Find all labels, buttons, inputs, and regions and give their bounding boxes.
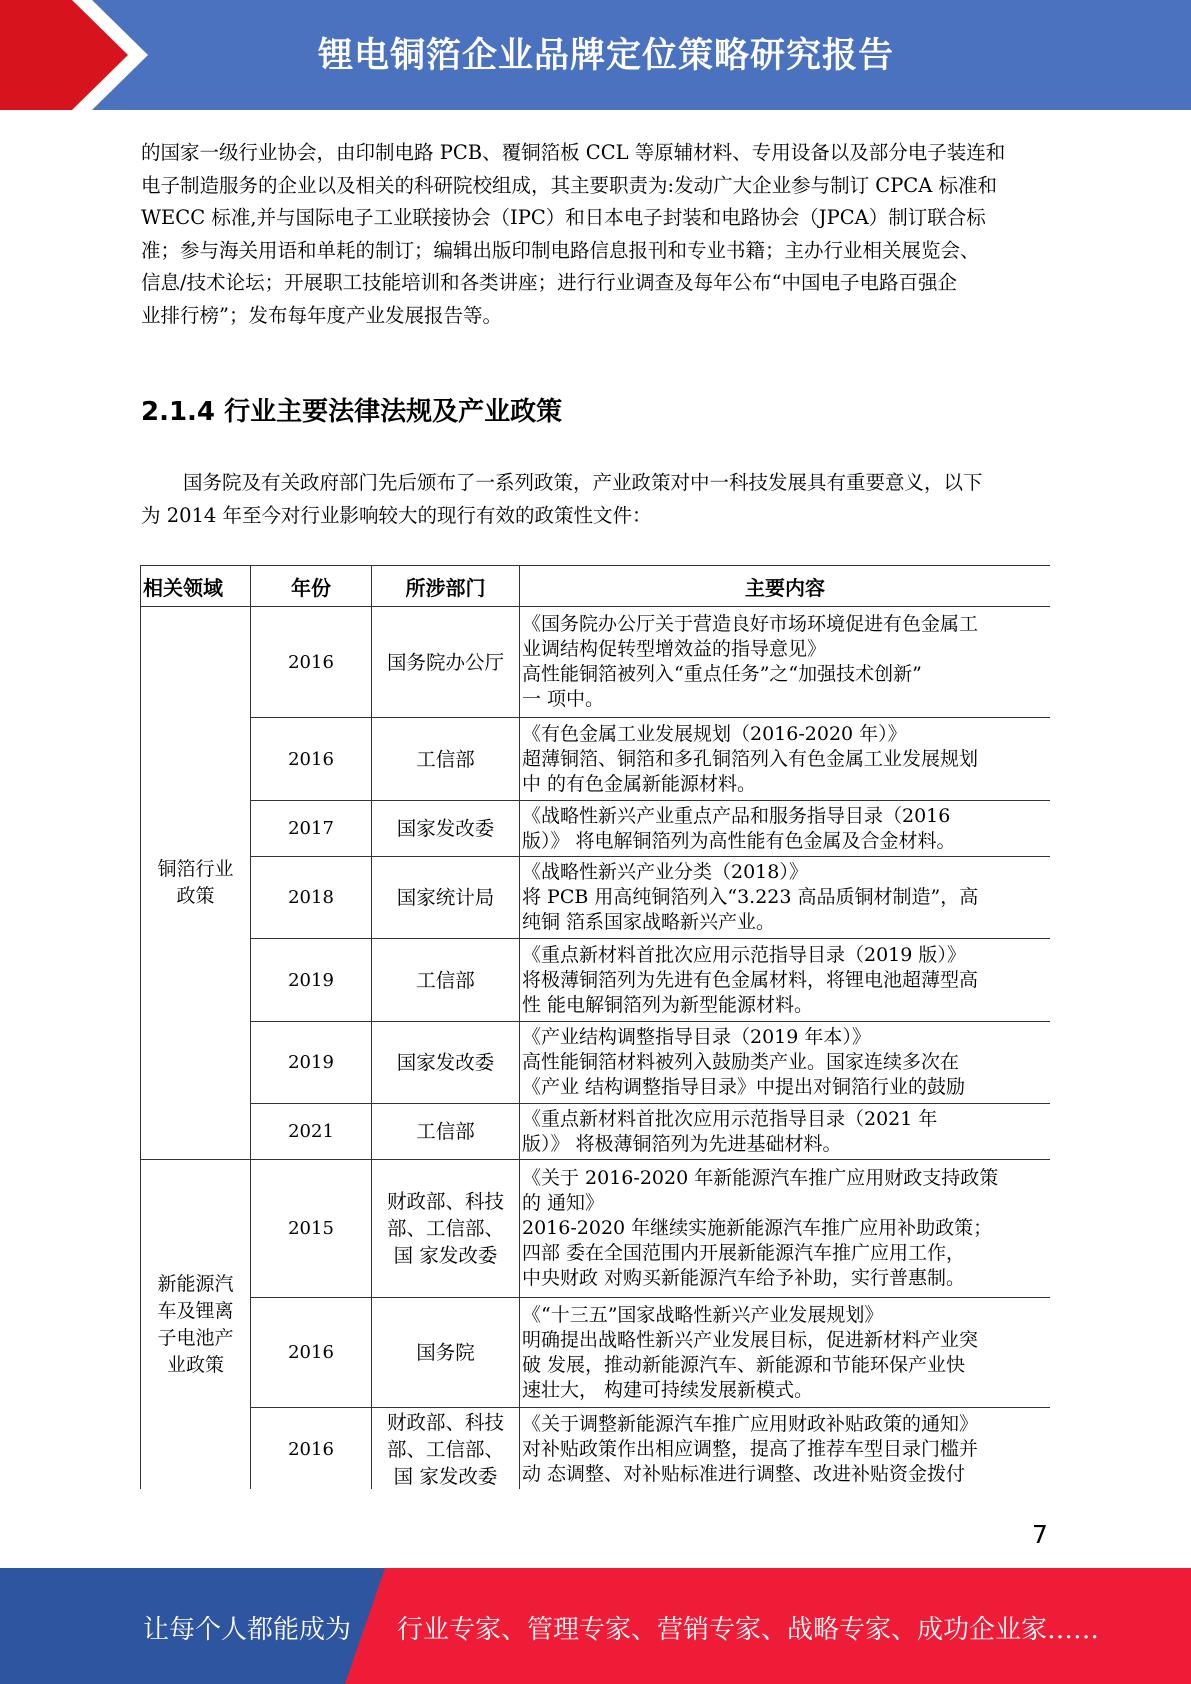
department-cell: [372, 718, 520, 801]
content-line: 版）》 将极薄铜箔列为先进基础材料。: [522, 1132, 842, 1155]
content-line: 高性能铜箔被列入“重点任务”之“加强技术创新”: [522, 663, 922, 685]
department-cell: [372, 1160, 520, 1298]
paragraph-line: 准；参与海关用语和单耗的制订；编辑出版印制电路信息报刊和专业书籍；主办行业相关展览会、: [141, 238, 980, 262]
department-line: 财政部、科技: [386, 1190, 504, 1213]
table-row: [141, 607, 1051, 718]
paragraph-line: 业排行榜”；发布每年度产业发展报告等。: [141, 303, 502, 327]
content-cell: [520, 1408, 1051, 1490]
content-line: 将极薄铜箔列为先进有色金属材料，将锂电池超薄型高: [522, 968, 979, 991]
content-line: 明确提出战略性新兴产业发展目标，促进新材料产业突: [522, 1328, 979, 1351]
content-line: 《产业结构调整指导目录（2019 年本）》: [522, 1026, 871, 1048]
content-line: 版）》 将电解铜箔列为高性能有色金属及合金材料。: [522, 829, 956, 852]
content-line: 一 项中。: [522, 688, 605, 710]
content-cell: [520, 801, 1051, 857]
section-paragraph: [141, 467, 1051, 532]
department-cell: [372, 1104, 520, 1160]
column-header: 年份: [251, 566, 372, 607]
page-footer: [0, 1568, 1191, 1684]
year-cell: 2015: [251, 1160, 372, 1298]
department-line: 国家发改委: [396, 1051, 495, 1074]
paragraph-line: 国务院及有关政府部门先后颁布了一系列政策，产业政策对中一科技发展具有重要意义，以下: [183, 471, 983, 494]
year-cell: 2019: [251, 939, 372, 1022]
year-cell: 2017: [251, 801, 372, 857]
paragraph-line: 为 2014 年至今对行业影响较大的现行有效的政策性文件：: [141, 503, 652, 527]
footer-slogan-left: 让每个人都能成为: [143, 1615, 352, 1645]
page-header: [0, 0, 1191, 110]
content-line: 业调结构促转型增效益的指导意见》: [522, 638, 827, 660]
column-header: 主要内容: [520, 566, 1051, 607]
department-cell: [372, 1022, 520, 1104]
table-row: [141, 1160, 1051, 1298]
year-cell: 2016: [251, 718, 372, 801]
table-row: [141, 718, 1051, 801]
content-line: 《战略性新兴产业分类（2018）》: [522, 861, 808, 883]
year-cell: 2016: [251, 607, 372, 718]
content-line: 动 态调整、对补贴标准进行调整、改进补贴资金拨付: [522, 1462, 966, 1485]
department-cell: [372, 801, 520, 857]
paragraph-line: WECC 标准,并与国际电子工业联接协会（IPC）和日本电子封装和电路协会（JPCA）制订联合标: [141, 206, 986, 229]
column-header: 所涉部门: [372, 566, 520, 607]
content-line: 中 的有色金属新能源材料。: [522, 772, 757, 795]
content-cell: [520, 607, 1051, 718]
policy-table-container: [140, 565, 1050, 1489]
department-cell: [372, 857, 520, 939]
content-line: 性 能电解铜箔列为新型能源材料。: [522, 993, 814, 1016]
content-line: 高性能铜箔材料被列入鼓励类产业。国家连续多次在: [522, 1051, 960, 1073]
field-cell: [141, 1160, 251, 1490]
field-cell: [141, 607, 251, 1160]
content-line: 超薄铜箔、铜箔和多孔铜箔列入有色金属工业发展规划: [522, 747, 979, 770]
footer-slogan-right: 行业专家、管理专家、营销专家、战略专家、成功企业家……: [397, 1615, 1100, 1645]
column-header: 相关领域: [141, 566, 251, 607]
table-row: [141, 939, 1051, 1022]
content-line: 《产业 结构调整指导目录》中提出对铜箔行业的鼓励: [522, 1076, 966, 1098]
content-cell: [520, 1298, 1051, 1408]
content-cell: [520, 939, 1051, 1022]
department-line: 国务院: [416, 1341, 475, 1364]
intro-paragraph: [141, 137, 1051, 332]
content-line: 中央财政 对购买新能源汽车给予补助，实行普惠制。: [522, 1267, 966, 1289]
department-cell: [372, 607, 520, 718]
department-line: 部、工信部、: [386, 1437, 504, 1461]
table-row: [141, 1408, 1051, 1490]
department-line: 国家统计局: [396, 886, 495, 909]
department-line: 财政部、科技: [386, 1410, 504, 1434]
table-row: [141, 1022, 1051, 1104]
paragraph-line: 的国家一级行业协会，由印制电路 PCB、覆铜箔板 CCL 等原辅材料、专用设备以及部分电子装连和: [141, 141, 1006, 164]
report-title: 锂电铜箔企业品牌定位策略研究报告: [318, 36, 895, 76]
content-line: 速壮大， 构建可持续发展新模式。: [522, 1378, 814, 1401]
field-line: 业政策: [166, 1354, 224, 1376]
department-cell: [372, 939, 520, 1022]
content-cell: [520, 1104, 1051, 1160]
content-line: 《重点新材料首批次应用示范指导目录（2021 年: [522, 1107, 938, 1130]
section-heading: 2.1.4 行业主要法律法规及产业政策: [141, 397, 563, 427]
content-line: 纯铜 箔系国家战略新兴产业。: [522, 911, 776, 933]
content-line: 《国务院办公厅关于营造良好市场环境促进有色金属工: [522, 613, 979, 635]
content-cell: [520, 718, 1051, 801]
content-line: 破 发展，推动新能源汽车、新能源和节能环保产业快: [522, 1353, 966, 1376]
policy-table: [140, 565, 1050, 1489]
header-arrow-graphic: [0, 0, 160, 110]
table-row: [141, 1298, 1051, 1408]
content-line: 《“十三五”国家战略性新兴产业发展规划》: [522, 1303, 884, 1326]
department-cell: [372, 1298, 520, 1408]
table-row: [141, 1104, 1051, 1160]
year-cell: 2016: [251, 1408, 372, 1490]
table-header-row: [141, 566, 1051, 607]
content-cell: [520, 1022, 1051, 1104]
department-line: 部、工信部、: [386, 1217, 504, 1240]
department-line: 国 家发改委: [393, 1244, 498, 1267]
content-cell: [520, 857, 1051, 939]
field-line: 新能源汽: [157, 1273, 234, 1295]
year-cell: 2019: [251, 1022, 372, 1104]
department-line: 工信部: [416, 1120, 475, 1143]
paragraph-line: 信息/技术论坛；开展职工技能培训和各类讲座；进行行业调查及每年公布“中国电子电路百强企: [141, 271, 958, 294]
content-line: 《战略性新兴产业重点产品和服务指导目录（2016: [522, 804, 951, 827]
department-line: 国 家发改委: [393, 1464, 498, 1488]
table-row: [141, 857, 1051, 939]
page-number: 7: [1032, 1520, 1048, 1549]
field-line: 铜箔行业: [157, 858, 234, 880]
year-cell: 2021: [251, 1104, 372, 1160]
table-row: [141, 801, 1051, 857]
content-line: 《重点新材料首批次应用示范指导目录（2019 版）》: [522, 943, 966, 966]
content-line: 《有色金属工业发展规划（2016-2020 年）》: [522, 722, 907, 745]
department-line: 国务院办公厅: [386, 650, 504, 674]
paragraph-line: 电子制造服务的企业以及相关的科研院校组成，其主要职责为:发动广大企业参与制订 CPCA 标准和: [141, 173, 998, 197]
department-line: 工信部: [416, 747, 475, 771]
content-line: 2016-2020 年继续实施新能源汽车推广应用补助政策；: [522, 1217, 993, 1239]
content-cell: [520, 1160, 1051, 1298]
department-line: 工信部: [416, 968, 475, 992]
content-line: 将 PCB 用高纯铜箔列入“3.223 高品质铜材制造”，高: [522, 886, 979, 908]
content-line: 的 通知》: [522, 1192, 605, 1214]
year-cell: 2018: [251, 857, 372, 939]
content-line: 《关于 2016-2020 年新能源汽车推广应用财政支持政策: [522, 1167, 999, 1189]
field-line: 子电池产: [157, 1327, 234, 1349]
content-line: 《关于调整新能源汽车推广应用财政补贴政策的通知》: [522, 1412, 979, 1435]
content-line: 四部 委在全国范围内开展新能源汽车推广应用工作，: [522, 1242, 966, 1264]
content-line: 对补贴政策作出相应调整，提高了推荐车型目录门槛并: [522, 1437, 979, 1460]
department-line: 国家发改委: [396, 817, 495, 840]
field-line: 政策: [176, 885, 215, 907]
department-cell: [372, 1408, 520, 1490]
field-line: 车及锂离: [157, 1300, 234, 1322]
year-cell: 2016: [251, 1298, 372, 1408]
